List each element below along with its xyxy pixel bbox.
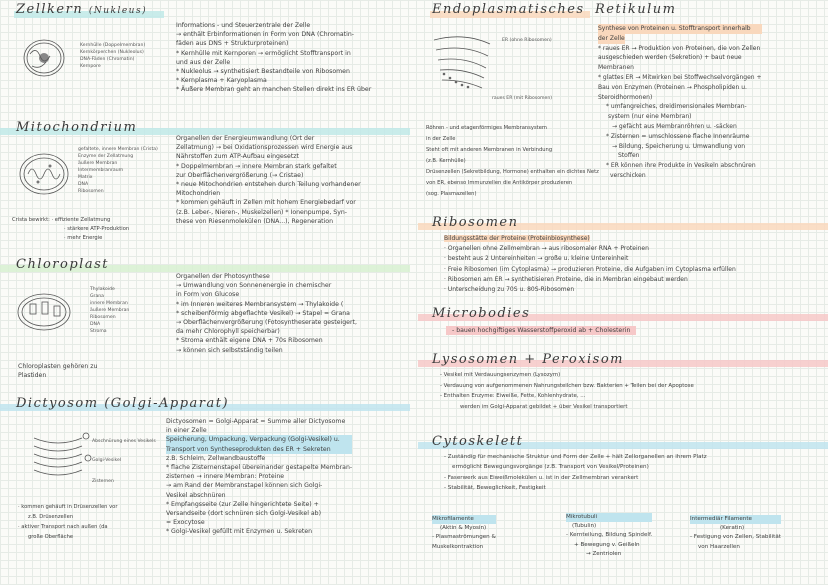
zellkern-notes: Informations - und Steuerzentrale der Zelle → enthält Erbinformationen in Form von DNA (Chromatin- fäden aus DNS + Strukturproteinen) * Kernhülle mit Kernporen → ermöglicht Stofftransport in und aus der Zelle * Nukleolus → synthetisiert Bestandteile von Ribosomen * Kernplasma + Karyoplasma * Äußere Membran geht an manchen Stellen direkt ins ER über [176,22,372,94]
nucleus-labels: Kernhülle (Doppelmembran) Kernkörperchen (Nukleolus) DNA-Fäden (Chromatin) Kernpore [80,43,146,69]
chloro-labels: Thylakoide Grana innere Membran äußere Membran Ribosomen DNA Stroma [90,287,130,334]
dictyo-notes: Dictyosomen = Golgi-Apparat = Summe aller Dictyosome in einer Zelle Speicherung, Umpackung, Verpackung (Golgi-Vesikel) u. Transport von Syntheseprodukten des ER + Sekreten z.B. Schleim, Zellwandbaustoffe * flache Zisternenstapel übereinander gestapelte Membran- zisternen → innere Membran: Proteine → am Rand der Membranstapel können sich Golgi- Vesikel abschnüren * Empfangsseite (zur Zelle hingerichtete Seite) + Versandseite (dort schnüren sich Golgi-Vesikel ab) = Exocytose * Golgi-Vesikel gefüllt mit Enzymen u. Sekreten [166,418,353,536]
chloro-notes: Organellen der Photosynthese → Umwandlung von Sonnenenergie in chemischer in Form von Glucose * im Inneren weiteres Membransystem → Thylakoide ( * scheibenförmig abgeflachte Vesikel) → Stapel = Grana → Oberflächenvergrößerung (Fotosyntheserate gesteigert, da mehr Chlorophyll speicherbar) * Stroma enthält eigene DNA + 70s Ribosomen → können sich selbstständig teilen [176,273,357,354]
chloroplast-sketch [16,290,76,340]
mito-notes: Organellen der Energieumwandlung (Ort der Zellatmung) → bei Oxidationsprozessen wird Energie aus Nährstoffen zum ATP-Aufbau eingesetzt * Doppelmembran → innere Membran stark gefaltet zur Oberflächenvergrößerung (→ Cristae) * neue Mitochondrien entstehen durch Teilung vorhandener Mitochondrien * kommen gehäuft in Zellen mit hohem Energiebedarf vor (z.B. Leber-, Nieren-, Muskelzellen) * Ionenpumpe, Syn- these von Riesenmolekülen (DNA...), Regeneration [176,135,361,225]
dictyo-side-notes: · kommen gehäuft in Drüsenzellen vor z.B. Drüsenzellen · aktiver Transport nach außen (da große Oberfläche [18,504,118,540]
er-label-rough: raues ER (mit Ribosomen) [492,96,553,101]
er-notes: Synthese von Proteinen u. Stofftransport innerhalb der Zelle * raues ER → Produktion von Proteinen, die von Zellen ausgeschieden werden (Sekretion) + baut neue Membranen * glattes ER → Mitwirken bei Stoffwechselvorgängen + Bau von Enzymen (Proteinen → Phospholipiden u. Steroidhormonen) * umfangreiches, dreidimensionales Membran- system (nur eine Membran) → gefächt aus Membranröhren u. -säcken * Zisternen = umschlossene flache Innenräume → Bildung, Speicherung u. Umwandlung von Stoffen * ER können ihre Produkte in Vesikeln abschnüren verschicken [598,25,762,179]
cyto-title: Cytoskelett [432,434,524,449]
micro-title: Microbodies [432,306,531,321]
er-title-2: Retikulum [595,2,677,17]
cyto-notes: - Zuständig für mechanische Struktur und Form der Zelle + hält Zellorganellen an ihrem Platz ermöglicht Bewegungsvorgänge (z.B. Transport von Vesikel/Proteinen) - Faserwerk aus Eiweißmolekülen u. ist in der Zellmembran verankert - Stabilität, Beweglichkeit, Festigkeit [444,454,707,491]
er-title: Endoplasmatisches [432,2,585,17]
dictyo-title: Dictyosom (Golgi-Apparat) [16,396,230,411]
cyto-col-intermediaer: Intermediär Filamente (Keratin) - Festigung von Zellen, Stabilität von Haarzellen [690,516,781,550]
mito-title: Mitochondrium [16,120,138,135]
lyso-notes: - Vesikel mit Verdauungsenzymen (Lysozym) - Verdauung von aufgenommenen Nahrungsteilchen bzw. Bakterien + Teilen bei der Apoptose - Enthalten Enzyme: Eiweiße, Fette, Kohlenhydrate, ... werden im Golgi-Apparat gebildet + über Vesikel transportiert [440,372,694,410]
zellkern-title: Zellkern (Nukleus) [16,2,148,17]
micro-notes: - bauen hochgiftiges Wasserstoffperoxid ab + Cholesterin [446,326,636,335]
er-label-smooth: ER (ohne Ribosomen) [502,38,552,43]
er-desc: Röhren - und etagenförmiges Membransystem in der Zelle Steht oft mit anderen Membranen in Verbindung (z.B. Kernhülle) Drüsenzellen (Sekretbildung, Hormone) enthalten ein dichtes Netz von ER, ebenso Immunzellen die Antikörper produzieren (sog. Plasmazellen) [426,125,599,197]
nucleus-sketch [22,34,82,94]
cyto-col-mikrofilamente: Mikrofilamente (Aktin & Myosin) - Plasmaströmungen & Muskelkontraktion [432,516,496,550]
chloro-title: Chloroplast [16,257,109,272]
golgi-labels: Abschnürung eines Vesikels Golgi-Vesikel Zisternen [92,439,156,484]
lyso-title: Lysosomen + Peroxisom [432,352,625,367]
mitochondrion-sketch [18,148,78,208]
mito-labels: gefaltete, innere Membran (Crista) Enzyme der Zellatmung äußere Membran Intermembranraum Matrix DNA Ribosomen [78,147,158,194]
ribo-title: Ribosomen [432,215,519,230]
chloro-footer: Chloroplasten gehören zu Plastiden [18,363,98,380]
cyto-col-mikrotubuli: Mikrotubuli (Tubulin) - Kernteilung, Bildung Spindelf. + Bewegung v. Geißeln → Zentriolen [566,514,653,557]
golgi-sketch [30,428,90,488]
crista-notes: Crista bewirkt: · effiziente Zellatmung · stärkere ATP-Produktion · mehr Energie [12,217,130,241]
er-sketch [428,30,498,100]
ribo-notes: Bildungsstätte der Proteine (Proteinbiosynthese) · Organellen ohne Zellmembran → aus ribosomaler RNA + Proteinen · besteht aus 2 Untereinheiten → große u. kleine Untereinheit · Freie Ribosomen (im Cytoplasma) → produzieren Proteine, die Aufgaben im Cytoplasma erfüllen · Ribosomen am ER → synthetisieren Proteine, die in Membran eingebaut werden · Unterscheidung zu 70S u. 80S-Ribosomen [444,235,736,294]
